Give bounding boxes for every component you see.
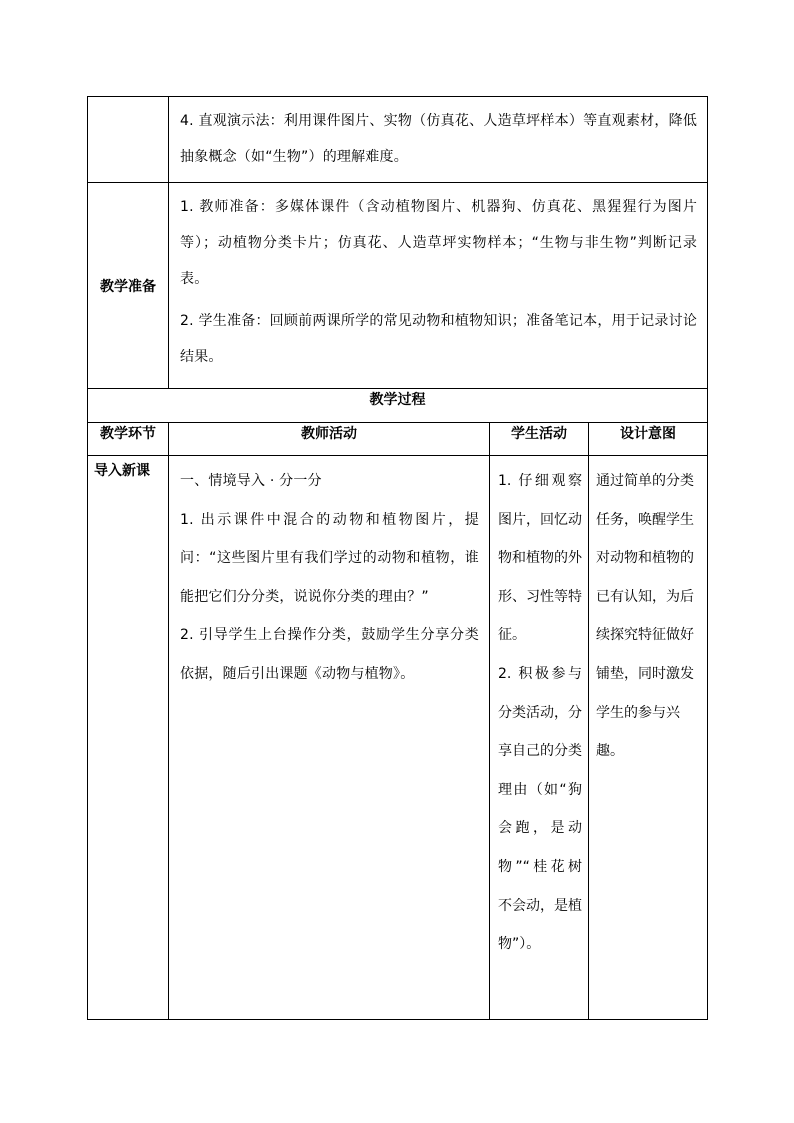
teacher-line-heading: 一、情境导入 · 分一分 <box>180 473 322 489</box>
process-title: 教学过程 <box>88 389 708 423</box>
header-teacher-activity: 教师活动 <box>169 423 490 456</box>
intro-stage-label: 导入新课 <box>94 463 150 479</box>
process-title-row <box>88 389 708 423</box>
methods-row <box>88 97 708 183</box>
intro-intent-text: 通过简单的分类任务，唤醒学生对动物和植物的已有认知，为后续探究特征做好铺垫，同时激发学生的参与兴趣。 <box>596 473 694 760</box>
teacher-preparation-text: 1. 教师准备：多媒体课件（含动植物图片、机器狗、仿真花、黑猩猩行为图片等）；动植物分类卡片；仿真花、人造草坪实物样本；“生物与非生物”判断记录表。 <box>180 199 698 287</box>
header-design-intent: 设计意图 <box>589 423 708 456</box>
methods-content-cell <box>169 97 708 183</box>
preparation-row <box>88 183 708 389</box>
intro-intent-cell <box>589 456 708 1020</box>
intro-student-cell <box>490 456 589 1020</box>
lesson-plan-table <box>87 96 708 1020</box>
intro-teacher-cell <box>169 456 490 1020</box>
methods-text: 4. 直观演示法：利用课件图片、实物（仿真花、人造草坪样本）等直观素材，降低抽象概念（如“生物”）的理解难度。 <box>180 113 698 165</box>
header-student-activity: 学生活动 <box>490 423 589 456</box>
header-stage: 教学环节 <box>88 423 169 456</box>
student-line-1: 1. 仔细观察图片，回忆动物和植物的外形、习性等特征。 <box>498 473 582 644</box>
intro-row <box>88 456 708 1020</box>
teacher-line-1: 1. 出示课件中混合的动物和植物图片，提问：“这些图片里有我们学过的动物和植物，谁能把它们分分类，说说你分类的理由？” <box>180 511 479 605</box>
preparation-label: 教学准备 <box>88 183 169 389</box>
methods-label-cell <box>88 97 169 183</box>
intro-stage-cell <box>88 456 169 1020</box>
student-preparation-text: 2. 学生准备：回顾前两课所学的常见动物和植物知识；准备笔记本，用于记录讨论结果。 <box>180 313 698 365</box>
teacher-line-2: 2. 引导学生上台操作分类，鼓励学生分享分类依据，随后引出课题《动物与植物》。 <box>180 627 479 682</box>
preparation-content-cell <box>169 183 708 389</box>
student-line-2: 2. 积极参与分类活动，分享自己的分类理由（如“狗会跑，是动物”“桂花树不会动，是植物”）。 <box>498 665 582 953</box>
process-header-row <box>88 423 708 456</box>
